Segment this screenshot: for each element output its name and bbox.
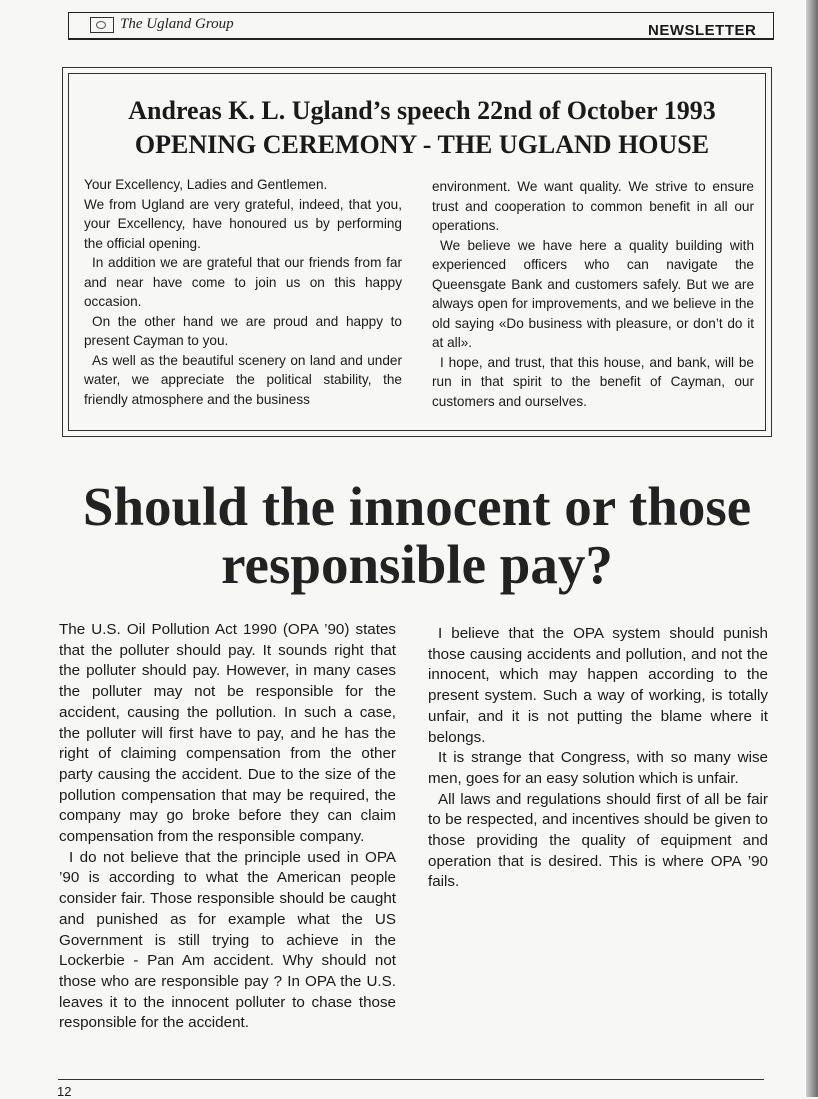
ship-emblem-icon — [90, 17, 114, 33]
article-paragraph: All laws and regulations should first of all be fair to be respected, and incentives should be given to those providing the quality of equipment and operation that is desired. This is where OPA ’90 fails. — [428, 790, 768, 891]
article-headline-line-2: responsible pay? — [221, 534, 613, 595]
page-edge-shadow — [806, 0, 818, 1097]
speech-paragraph: As well as the beautiful scenery on land and under water, we appreciate the political stability, the friendly atmosphere and the business — [84, 352, 402, 407]
speech-paragraph: We believe we have here a quality building with experienced officers who can navigate the Queensgate Bank and customers safely. But we are always open for improvements, and we believe in the old saying «Do business with pleasure, or don’t do it at all». — [432, 237, 754, 350]
footer-rule — [58, 1079, 764, 1080]
speech-title-line-2: OPENING CEREMONY - THE UGLAND HOUSE — [134, 130, 710, 159]
publisher-logo — [90, 16, 234, 33]
speech-paragraph: I hope, and trust, that this house, and bank, will be run in that spirit to the benefit of Cayman, our customers and ourselves. — [432, 354, 754, 409]
article-paragraph: I believe that the OPA system should punish those causing accidents and pollution, and not the innocent, which may happen according to the present system. Such a way of working, is totally unfair, and it is not putting the blame where it belongs. — [428, 625, 768, 746]
section-label: NEWSLETTER — [648, 22, 757, 39]
article-paragraph: I do not believe that the principle used in OPA ’90 is according to what the American people consider fair. Those responsible should be caught and punished as for example what the US Government is still trying to achieve in the Lockerbie - Pan Am accident. Why should not those who are responsible pay ? In OPA the U.S. leaves it to the innocent polluter to chase those responsible for the accident. — [59, 848, 396, 1032]
speech-title-line-1: Andreas K. L. Ugland’s speech 22nd of October 1993 — [128, 96, 716, 125]
article-column-right — [428, 624, 768, 893]
article-paragraph: It is strange that Congress, with so many wise men, goes for an easy solution which is unfair. — [428, 749, 768, 787]
header-rule — [68, 39, 774, 40]
page-number: 12 — [57, 1084, 72, 1099]
speech-title — [68, 94, 776, 162]
speech-paragraph: In addition we are grateful that our friends from far and near have come to join us on this happy occasion. — [84, 255, 402, 309]
speech-column-left — [84, 175, 402, 409]
article-column-left — [59, 620, 396, 1034]
speech-column-right — [432, 177, 754, 411]
publisher-name: The Ugland Group — [120, 16, 234, 32]
speech-paragraph: We from Ugland are very grateful, indeed, that you, your Excellency, have honoured us by performing the official opening. — [84, 196, 402, 251]
speech-paragraph: On the other hand we are proud and happy to present Cayman to you. — [84, 313, 402, 348]
article-headline — [40, 478, 794, 594]
speech-paragraph: Your Excellency, Ladies and Gentlemen. — [84, 177, 328, 192]
article-paragraph: The U.S. Oil Pollution Act 1990 (OPA ’90) states that the polluter should pay. It sounds right that the polluter should pay. However, in many cases the polluter may not be responsible for the accident, causing the pollution. In such a case, the polluter will first have to pay, and he has the right of claiming compensation from the other party causing the accident. Due to the size of the pollution compensation that may be required, the company may go broke before they can claim compensation from the responsible company. — [59, 621, 396, 846]
article-headline-line-1: Should the innocent or those — [82, 476, 752, 537]
speech-paragraph: environment. We want quality. We strive to ensure trust and cooperation to common benefit in all our operations. — [432, 179, 754, 233]
